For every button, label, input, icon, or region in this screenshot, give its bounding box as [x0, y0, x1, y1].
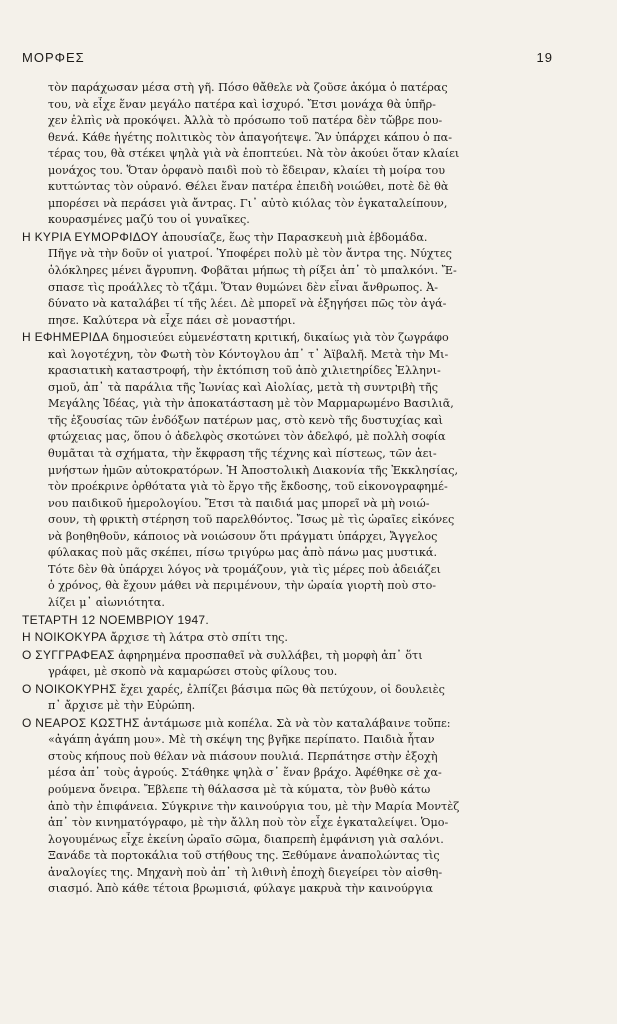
text-line: του, νὰ εἶχε ἕναν μεγάλο πατέρα καὶ ἰσχυρό. Ἔτσι μονάχα θὰ ὑπῆρ- [48, 97, 436, 111]
text-line: ἀντάμωσε μιὰ κοπέλα. Σὰ νὰ τὸν καταλάβαινε τοὔπε: [139, 716, 451, 730]
text-line: δημοσιεύει εὐμενέστατη κριτική, δικαίως γιὰ τὸν ζωγράφο [108, 331, 449, 345]
running-title: ΜΟΡΦΕΣ [22, 50, 85, 65]
text-line: μνήστων ἡμῶν αὐτοκρατόρων. Ἡ Ἀποστολικὴ Διακονία τῆς Ἐκκλησίας, [48, 463, 459, 477]
text-line: Τότε δὲν θὰ ὑπάρχει λόγος νὰ τρομάζουν, γιὰ τὶς μέρες ποὺ ἀδειάζει [48, 562, 441, 576]
text-line: μονάχος του. Ὅταν ὀρφανὸ παιδὶ ποὺ τὸ ἔδειραν, κλαίει τὴ μοίρα του [48, 163, 446, 177]
text-line: καὶ λογοτέχνη, τὸν Φωτὴ τὸν Κόντογλου ἀπ᾽ τ᾽ Ἀϊβαλῆ. Μετὰ τὴν Μι- [48, 347, 449, 361]
paragraph [22, 612, 568, 630]
paragraph [22, 681, 568, 715]
text-line: γράφει, μὲ σκοπὸ νὰ καμαρώσει στοὺς φίλους του. [48, 665, 338, 679]
text-line: ρούμενα ὄνειρα. Ἔβλεπε τὴ θάλασσα μὲ τὰ κύματα, τὸν βυθὸ κάτω [48, 782, 431, 796]
text-line: π᾽ ἄρχισε μὲ τὴν Εὐρώπη. [48, 699, 196, 713]
text-line: σουν, τὴ φρικτὴ στέρηση τοῦ παρελθόντος. Ἴσως μὲ τὶς ὡραῖες εἰκόνες [48, 513, 455, 527]
text-line: τέρας του, θὰ στέκει ψηλὰ γιὰ νὰ ἐποπτεύει. Νὰ τὸν ἀκούει ὅταν κλαίει [48, 147, 460, 161]
paragraph [22, 629, 568, 647]
paragraph-lead: Η ΕΦΗΜΕΡΙΔΑ [22, 330, 109, 345]
text-line: Μεγάλης Ἰδέας, γιὰ τὴν ἀποκατάσταση μὲ τὸν Μαρμαρωμένο Βασιλιᾶ, [48, 397, 454, 411]
text-line: χεν ἐλπὶς νὰ προκόψει. Ἀλλὰ τὸ πρόσωπο τοῦ πατέρα δὲν τὤβρε που- [48, 114, 443, 128]
text-line: σιασμό. Ἀπὸ κάθε τέτοια βρωμισιά, φύλαγε μακρυὰ τὴν καινούργια [48, 882, 433, 896]
text-line: σμοῦ, ἀπ᾽ τὰ παράλια τῆς Ἰωνίας καὶ Αἰολίας, μετὰ τὴ συντριβὴ τῆς [48, 380, 438, 394]
text-line: ἀπουσίαζε, ἕως τὴν Παρασκευὴ μιὰ ἑβδομάδα. [158, 230, 428, 244]
page-header [22, 50, 553, 65]
text-line: θυμᾶται τὰ σχήματα, τὴν ἔκφραση τῆς τέχνης καὶ πίστεως, τῶν ἀει- [48, 447, 437, 461]
paragraph-lead: Η ΝΟΙΚΟΚΥΡΑ [22, 630, 107, 645]
text-line: στοὺς κήπους ποὺ θέλαν νὰ πιάσουν πουλιά. Περπάτησε στὴν ἐξοχὴ [48, 749, 438, 763]
paragraph [22, 80, 568, 229]
text-line: ἀναλογίες της. Μηχανὴ ποὺ ἀπ᾽ τὴ λιθινὴ ἐποχὴ διεγείρει τὸν αἰσθη- [48, 865, 443, 879]
paragraph-lead: Ο ΣΥΓΓΡΑΦΕΑΣ [22, 647, 115, 662]
text-line: σπασε τὶς προάλλες τὸ τζάμι. Ὅταν θυμώνει δὲν εἶναι ἄνθρωπος. Ἀ- [48, 280, 439, 294]
text-line: φύλακας ποὺ μᾶς σκέπει, πίσω τριγύρω μας ἀπὸ πάνω μας μυστικά. [48, 546, 438, 560]
paragraph [22, 715, 568, 898]
paragraph-lead: Ο ΝΟΙΚΟΚΥΡΗΣ [22, 681, 117, 696]
paragraph-lead: Ο ΝΕΑΡΟΣ ΚΩΣΤΗΣ [22, 715, 140, 730]
text-body [22, 80, 568, 898]
text-line: Πῆγε νὰ τὴν δοῦν οἱ γιατροί. Ὑποφέρει πολὺ μὲ τὸν ἄντρα της. Νύχτες [48, 247, 452, 261]
text-line: ὁ χρόνος, θὰ ἔχουν μάθει νὰ περιμένουν, τὴν ὡραία γιορτὴ ποὺ στο- [48, 579, 437, 593]
text-line: κουρασμένες μαζύ του οἱ γυναῖκες. [48, 213, 250, 227]
text-line: ἄρχισε τὴ λάτρα στὸ σπίτι της. [106, 631, 288, 645]
text-line: «ἀγάπη ἀγάπη μου». Μὲ τὴ σκέψη της βγῆκε περίπατο. Παιδιὰ ἦταν [48, 733, 435, 747]
text-line: ἀπ᾽ τὸν κινηματόγραφο, μὲ τὴν ἄλλη ποὺ τὸν εἶχε ἐγκαταλείψει. Ὁμο- [48, 816, 449, 830]
text-line: πησε. Καλύτερα νὰ εἶχε πάει σὲ μοναστήρι. [48, 313, 296, 327]
text-line: κρασιατικὴ καταστροφή, τὴν ἐκτόπιση τοῦ ἀπὸ χιλιετηρίδες Ἑλληνι- [48, 364, 441, 378]
paragraph [22, 229, 568, 329]
page-number: 19 [536, 50, 553, 65]
paragraph-lead: Η ΚΥΡΙΑ ΕΥΜΟΡΦΙΔΟΥ [22, 229, 159, 244]
text-line: μπορέσει νὰ περάσει γιὰ ἄντρας. Γι᾽ αὐτὸ κιόλας τὸν ἐγκαταλείπουν, [48, 196, 448, 210]
text-line: δύνατο νὰ καταλάβει τί τῆς λέει. Δὲ μπορεῖ νὰ ἐξηγήσει πῶς τὸν ἀγά- [48, 297, 447, 311]
text-line: ἀφηρημένα προσπαθεῖ νὰ συλλάβει, τὴ μορφὴ ἀπ᾽ ὅτι [114, 648, 423, 662]
text-line: κυττώντας τὸν οὐρανό. Θέλει ἕναν πατέρα ἐπειδὴ νοιώθει, ποτὲ δὲ θὰ [48, 180, 449, 194]
text-line: τὸν παράχωσαν μέσα στὴ γῆ. Πόσο θἄθελε νὰ ζοῦσε ἀκόμα ὁ πατέρας [48, 81, 448, 94]
text-line: τὸν προέκρινε ὀρθότατα γιὰ τὸ ἔργο τῆς ἔκδοσης, τοῦ εἰκονογραφημέ- [48, 480, 448, 494]
text-line: νου παιδικοῦ ἡμερολογίου. Ἔτσι τὰ παιδιά μας μπορεῖ νὰ μὴ νοιώ- [48, 496, 430, 510]
text-line: φτώχειας μας, ὅπου ὁ ἀδελφὸς σκοτώνει τὸν ἀδελφό, μὲ πολλὴ σοφία [48, 430, 446, 444]
date-heading: ΤΕΤΑΡΤΗ 12 ΝΟΕΜΒΡΙΟΥ 1947. [22, 612, 210, 627]
text-line: Ξανάδε τὰ πορτοκάλια τοῦ στήθους της. Ξεθύμανε ἀναπολώντας τὶς [48, 849, 440, 863]
text-line: ἀπὸ τὴν ἐπιφάνεια. Σύγκρινε τὴν καινούργια του, μὲ τὴν Μαρία Μοντὲζ [48, 799, 460, 813]
text-line: ὁλόκληρες μένει ἄγρυπνη. Φοβᾶται μήπως τὴ ρίξει ἀπ᾽ τὸ μπαλκόνι. Ἔ- [48, 264, 457, 278]
text-line: τῆς ἐξουσίας τῶν ἐνδόξων πατέρων μας, στὸ κενὸ τῆς δυστυχίας καὶ [48, 413, 443, 427]
text-line: λογουμένως εἶχε ἐκείνη ὡραῖο σῶμα, διαπρεπὴ ἐμφάνιση γιὰ σαλόνι. [48, 832, 444, 846]
paragraph [22, 329, 568, 611]
text-line: ἔχει χαρές, ἐλπίζει βάσιμα πῶς θὰ πετύχουν, οἱ δουλειὲς [116, 682, 445, 696]
paragraph [22, 647, 568, 681]
text-line: νὰ βοηθηθοῦν, κάποιος νὰ νοιώσουν ὅτι πράγματι ὑπάρχει, Ἄγγελος [48, 529, 438, 543]
text-line: μέσα ἀπ᾽ τοὺς ἀγρούς. Στάθηκε ψηλὰ σ᾽ ἕναν βράχο. Ἀφέθηκε σὲ χα- [48, 766, 442, 780]
text-line: θενά. Κάθε ἡγέτης πολιτικὸς τὸν ἀπαγοήτεψε. Ἂν ὑπάρχει κάπου ὁ πα- [48, 130, 452, 144]
text-line: λίζει μ᾽ αἰωνιότητα. [48, 595, 165, 609]
